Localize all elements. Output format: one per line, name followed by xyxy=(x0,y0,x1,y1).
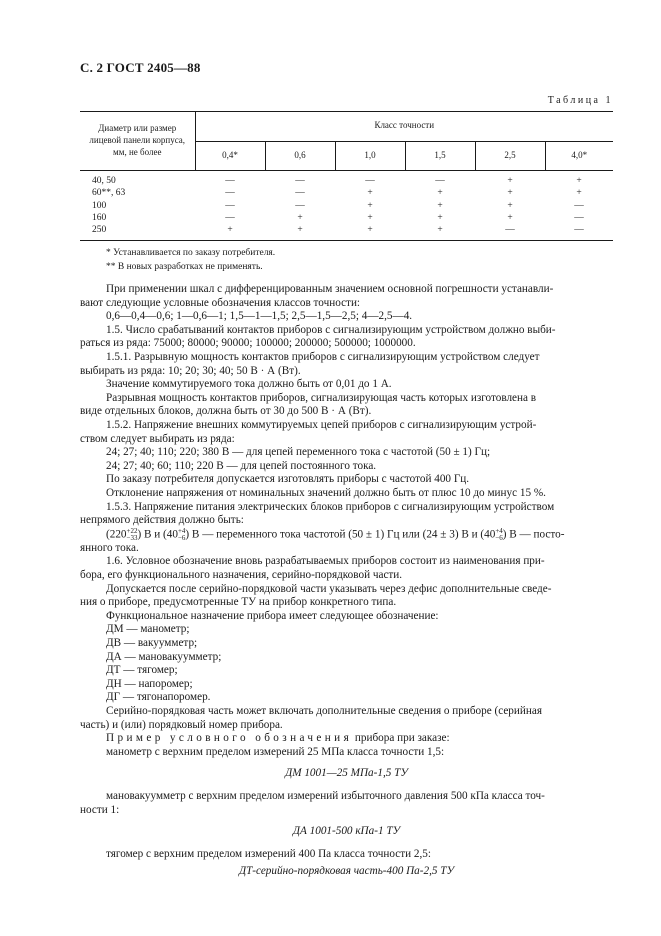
paragraph: 1.5. Число срабатываний контактов приборов с сигнализирующим устройством должно выби- xyxy=(106,323,556,336)
table-cell: + xyxy=(297,225,303,236)
table-row xyxy=(80,212,613,224)
table-cell: + xyxy=(437,200,443,211)
table-cell: — xyxy=(574,213,584,224)
size-cell: 100 xyxy=(92,200,107,211)
table-cell: + xyxy=(367,225,373,236)
size-cell: 40, 50 xyxy=(92,176,116,186)
table-cell: — xyxy=(225,188,235,199)
page-header: С. 2 ГОСТ 2405—88 xyxy=(80,60,201,75)
group-header: Класс точности xyxy=(195,112,613,142)
table-cell: — xyxy=(574,225,584,236)
table-row xyxy=(80,224,613,236)
designation-example: ДМ 1001—25 МПа-1,5 ТУ xyxy=(285,767,408,780)
paragraph: мановакуумметр с верхним пределом измерений избыточного давления 500 кПа класса точ- xyxy=(106,789,545,802)
column-header: 1,5 xyxy=(405,141,475,171)
body-text xyxy=(80,283,613,888)
table-cell: + xyxy=(507,213,513,224)
table-row xyxy=(80,200,613,212)
column-header: 1,0 xyxy=(335,141,405,171)
table-cell: — xyxy=(225,200,235,211)
stub-header: Диаметр или размер лицевой панели корпуса, мм, не более xyxy=(80,112,195,171)
table-cell: — xyxy=(295,200,305,211)
paragraph: 1.5.2. Напряжение внешних коммутируемых цепей приборов с сигнализирующим устрой- xyxy=(106,418,537,431)
table-cell: — xyxy=(225,176,235,186)
table-cell: + xyxy=(227,225,233,236)
table-cell: + xyxy=(367,200,373,211)
paragraph: непрямого действия должно быть: xyxy=(80,514,244,527)
paragraph: Серийно-порядковая часть может включать дополнительные сведения о приборе (серийная xyxy=(106,704,542,717)
size-cell: 250 xyxy=(92,225,107,236)
table-bottom-rule xyxy=(80,240,613,241)
paragraph: ния о приборе, предусмотренные ТУ на прибор конкретного типа. xyxy=(80,596,397,609)
table-cell: — xyxy=(574,200,584,211)
paragraph: При применении шкал с дифференцированным значением основной погрешности устанавли- xyxy=(106,283,554,295)
paragraph: манометр с верхним пределом измерений 25 МПа класса точности 1,5: xyxy=(106,745,445,758)
paragraph: выбирать из ряда: 10; 20; 30; 40; 50 В · А (Вт). xyxy=(80,364,301,377)
table-cell: — xyxy=(225,213,235,224)
table-cell: — xyxy=(295,188,305,199)
table-caption: Таблица 1 xyxy=(547,95,613,106)
table-cell: + xyxy=(437,225,443,236)
paragraph: часть) и (или) порядковый номер прибора. xyxy=(80,718,283,731)
paragraph: ности 1: xyxy=(80,803,120,816)
paragraph: ством следует выбирать из ряда: xyxy=(80,432,235,445)
column-header: 0,4* xyxy=(195,141,265,171)
paragraph: 1.5.3. Напряжение питания электрических блоков приборов с сигнализирующим устройством xyxy=(106,500,555,513)
accuracy-class-table xyxy=(80,111,613,237)
table-footnotes xyxy=(106,246,275,274)
table-cell: + xyxy=(367,213,373,224)
column-header: 4,0* xyxy=(545,141,613,171)
voltage-formula-line: (220 +22 −33 ) В и (40 +4 −6 ) В — переменного тока частотой (50 ± 1) Гц или (24 ± 3) В и (40 +4 −6 ) В — посто- xyxy=(106,526,565,542)
paragraph: виде отдельных блоков, должна быть от 30 до 500 В · А (Вт). xyxy=(80,405,372,418)
table-cell: + xyxy=(576,176,582,186)
paragraph: бора, его функционального назначения, серийно-порядковой части. xyxy=(80,569,403,582)
paragraph: 1.5.1. Разрывную мощность контактов приборов с сигнализирующим устройством следует xyxy=(106,350,540,363)
list-item: ДМ — манометр; xyxy=(106,623,190,636)
table-cell: — xyxy=(365,176,375,186)
table-row xyxy=(80,171,613,188)
table-cell: + xyxy=(437,188,443,199)
table-cell: — xyxy=(435,176,445,186)
list-item: ДГ — тягонапоромер. xyxy=(106,691,211,704)
paragraph: вают следующие условные обозначения классов точности: xyxy=(80,296,361,309)
paragraph: 24; 27; 40; 60; 110; 220 В — для цепей постоянного тока. xyxy=(106,459,377,472)
table-cell: + xyxy=(576,188,582,199)
table-cell: + xyxy=(507,200,513,211)
size-cell: 160 xyxy=(92,213,107,224)
paragraph: тягомер с верхним пределом измерений 400 Па класса точности 2,5: xyxy=(106,847,431,860)
paragraph: 24; 27; 40; 110; 220; 380 В — для цепей переменного тока с частотой (50 ± 1) Гц; xyxy=(106,446,491,459)
table-cell: + xyxy=(507,188,513,199)
size-cell: 60**, 63 xyxy=(92,188,126,199)
designation-example: ДА 1001-500 кПа-1 ТУ xyxy=(292,825,401,838)
footnote: * Устанавливается по заказу потребителя. xyxy=(106,248,276,258)
table-row xyxy=(80,187,613,199)
table-cell: + xyxy=(367,188,373,199)
paragraph: Функциональное назначение прибора имеет следующее обозначение: xyxy=(106,609,439,622)
paragraph: раться из ряда: 75000; 80000; 90000; 100000; 200000; 500000; 1000000. xyxy=(80,337,416,350)
table-cell: + xyxy=(297,213,303,224)
example-heading: Пример условного обозначения прибора при заказе: xyxy=(106,732,450,745)
paragraph: Значение коммутируемого тока должно быть от 0,01 до 1 А. xyxy=(106,378,392,391)
column-header: 0,6 xyxy=(265,141,335,171)
paragraph: 0,6—0,4—0,6; 1—0,6—1; 1,5—1—1,5; 2,5—1,5—2,5; 4—2,5—4. xyxy=(106,310,413,323)
paragraph: Разрывная мощность контактов приборов, сигнализирующая часть которых изготовлена в xyxy=(106,391,537,404)
list-item: ДТ — тягомер; xyxy=(106,664,178,677)
paragraph: 1.6. Условное обозначение вновь разрабатываемых приборов состоит из наименования при- xyxy=(106,555,545,568)
paragraph: Допускается после серийно-порядковой части указывать через дефис дополнительные сведе- xyxy=(106,582,552,595)
table-cell: — xyxy=(505,225,515,236)
list-item: ДН — напоромер; xyxy=(106,677,193,690)
table-cell: — xyxy=(295,176,305,186)
list-item: ДА — мановакуумметр; xyxy=(106,650,222,663)
list-item: ДВ — вакуумметр; xyxy=(106,637,198,650)
footnote: ** В новых разработках не применять. xyxy=(106,262,263,272)
table-cell: + xyxy=(507,176,513,186)
table-cell: + xyxy=(437,213,443,224)
paragraph: По заказу потребителя допускается изготовлять приборы с частотой 400 Гц. xyxy=(106,473,470,486)
paragraph: янного тока. xyxy=(80,541,139,554)
paragraph: Отклонение напряжения от номинальных значений должно быть от плюс 10 до минус 15 %. xyxy=(106,486,546,499)
column-header: 2,5 xyxy=(475,141,545,171)
designation-example: ДТ-серийно-порядковая часть-400 Па-2,5 ТУ xyxy=(238,865,455,878)
